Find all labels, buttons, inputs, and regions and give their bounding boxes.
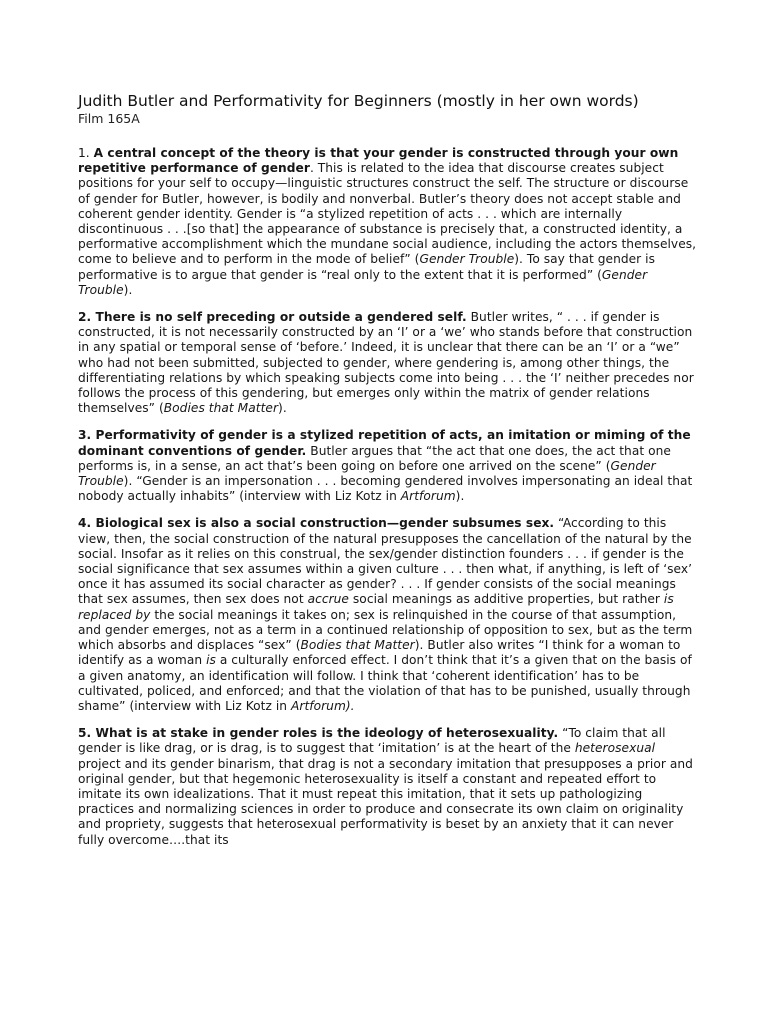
body-text: ). <box>278 401 287 416</box>
body-text: ). “Gender is an impersonation . . . becoming gendered involves impersonating an ideal that nobody actually inhabits” (interview with Liz Kotz in <box>78 474 693 504</box>
body-text: social meanings as additive properties, but rather <box>348 592 664 607</box>
citation-italic: Bodies that Matter <box>300 638 415 653</box>
citation-italic: Gender Trouble <box>419 252 515 267</box>
citation-italic: is replaced by <box>78 592 674 622</box>
section-paragraph-1 <box>78 146 698 298</box>
section-paragraph-3 <box>78 428 698 504</box>
citation-italic: Gender Trouble <box>78 267 648 297</box>
body-text: ). <box>455 489 465 504</box>
body-text: ). To say that gender is performative is to argue that gender is “real only to the extent that it is performed” ( <box>78 252 655 282</box>
section-paragraph-5 <box>78 726 698 848</box>
section-paragraph-2 <box>78 310 698 416</box>
section-heading: A central concept of the theory is that your gender is constructed through your own repetitive performance of gender <box>78 146 679 176</box>
course-code: Film 165A <box>78 111 140 126</box>
body-text: Butler argues that “the act that one does, the act that one performs is, in a sense, an act that’s been going on before one arrived on the scene” ( <box>78 443 671 473</box>
section-heading: 3. Performativity of gender is a stylized repetition of acts, an imitation or miming of the dominant conventions of gender. <box>78 428 691 458</box>
body-text: ). Butler also writes “I think for a woman to identify as a woman <box>78 638 681 668</box>
body-text: ). <box>123 282 133 297</box>
section-heading: 4. Biological sex is also a social construction—gender subsumes sex. <box>78 516 555 531</box>
body-text: Butler writes, “ . . . if gender is constructed, it is not necessarily constructed by an ‘I’ or a ‘we’ who stands before that construction in any spatial or temporal sense of ‘before.’ Indeed, it is unclear that there can be an ‘I’ or a “we” who had not been submitted, subjected to gender, where gendering is, among other things, the differentiating relations by which speaking subjects come into being . . . the ‘I’ neither precedes nor follows the process of this gendering, but emerges only within the matrix of gender relations themselves” ( <box>78 310 694 416</box>
body-text: “To claim that all gender is like drag, or is drag, is to suggest that ‘imitation’ is at the heart of the <box>78 726 666 756</box>
body-text: “According to this view, then, the social construction of the natural presupposes the cancellation of the natural by the social. Insofar as it relies on this construal, the sex/gender distinction founders . . . if gender is the social significance that sex assumes within a given culture . . . then what, if anything, is left of ‘sex’ once it has assumed its social character as gender? . . . If gender consists of the social meanings that sex assumes, then sex does not <box>78 516 693 607</box>
document-title: Judith Butler and Performativity for Beginners (mostly in her own words) <box>78 92 639 110</box>
citation-italic: accrue <box>307 592 349 607</box>
section-heading: 2. There is no self preceding or outside a gendered self. <box>78 310 467 325</box>
citation-italic: is <box>206 653 216 668</box>
document-body <box>78 146 698 848</box>
citation-italic: Artforum <box>400 489 456 504</box>
section-heading: 5. What is at stake in gender roles is the ideology of heterosexuality. <box>78 726 559 741</box>
citation-italic: Gender Trouble <box>78 458 656 489</box>
citation-italic: Bodies that Matter <box>163 401 279 416</box>
body-text: a culturally enforced effect. I don’t think that it’s a given that on the basis of a given anatomy, an identification will follow. I think that ‘coherent identification’ has to be cultivated, policed, and enforced; and that the violation of that has to be punished, usually through shame” (interview with Liz Kotz in <box>78 653 692 713</box>
section-number: 1. <box>78 146 94 160</box>
citation-italic: heterosexual <box>574 741 656 756</box>
body-text: . This is related to the idea that discourse creates subject positions for your self to occupy—linguistic structures construct the self. The structure or discourse of gender for Butler, however, is bodily and nonverbal. Butler’s theory does not accept stable and coherent gender identity. Gender is “a stylized repetition of acts . . . which are internally discontinuous . . .[so that] the appearance of substance is precisely that, a constructed identity, a performative accomplishment which the mundane social audience, including the actors themselves, come to believe and to perform in the mode of belief” ( <box>78 161 697 267</box>
body-text: the social meanings it takes on; sex is relinquished in the course of that assumption, and gender emerges, not as a term in a continued relationship of opposition to sex, but as the term which absorbs and displaces “sex” ( <box>78 607 693 653</box>
body-text: project and its gender binarism, that drag is not a secondary imitation that presupposes a prior and original gender, but that hegemonic heterosexuality is itself a constant and repeated effort to imitate its own idealizations. That it must repeat this imitation, that it sets up pathologizing practices and normalizing sciences in order to produce and consecrate its own claim on originality and propriety, suggests that heterosexual performativity is beset by an anxiety that it can never fully overcome….that its <box>78 756 693 847</box>
section-paragraph-4 <box>78 516 698 714</box>
citation-italic: Artforum). <box>291 698 355 713</box>
